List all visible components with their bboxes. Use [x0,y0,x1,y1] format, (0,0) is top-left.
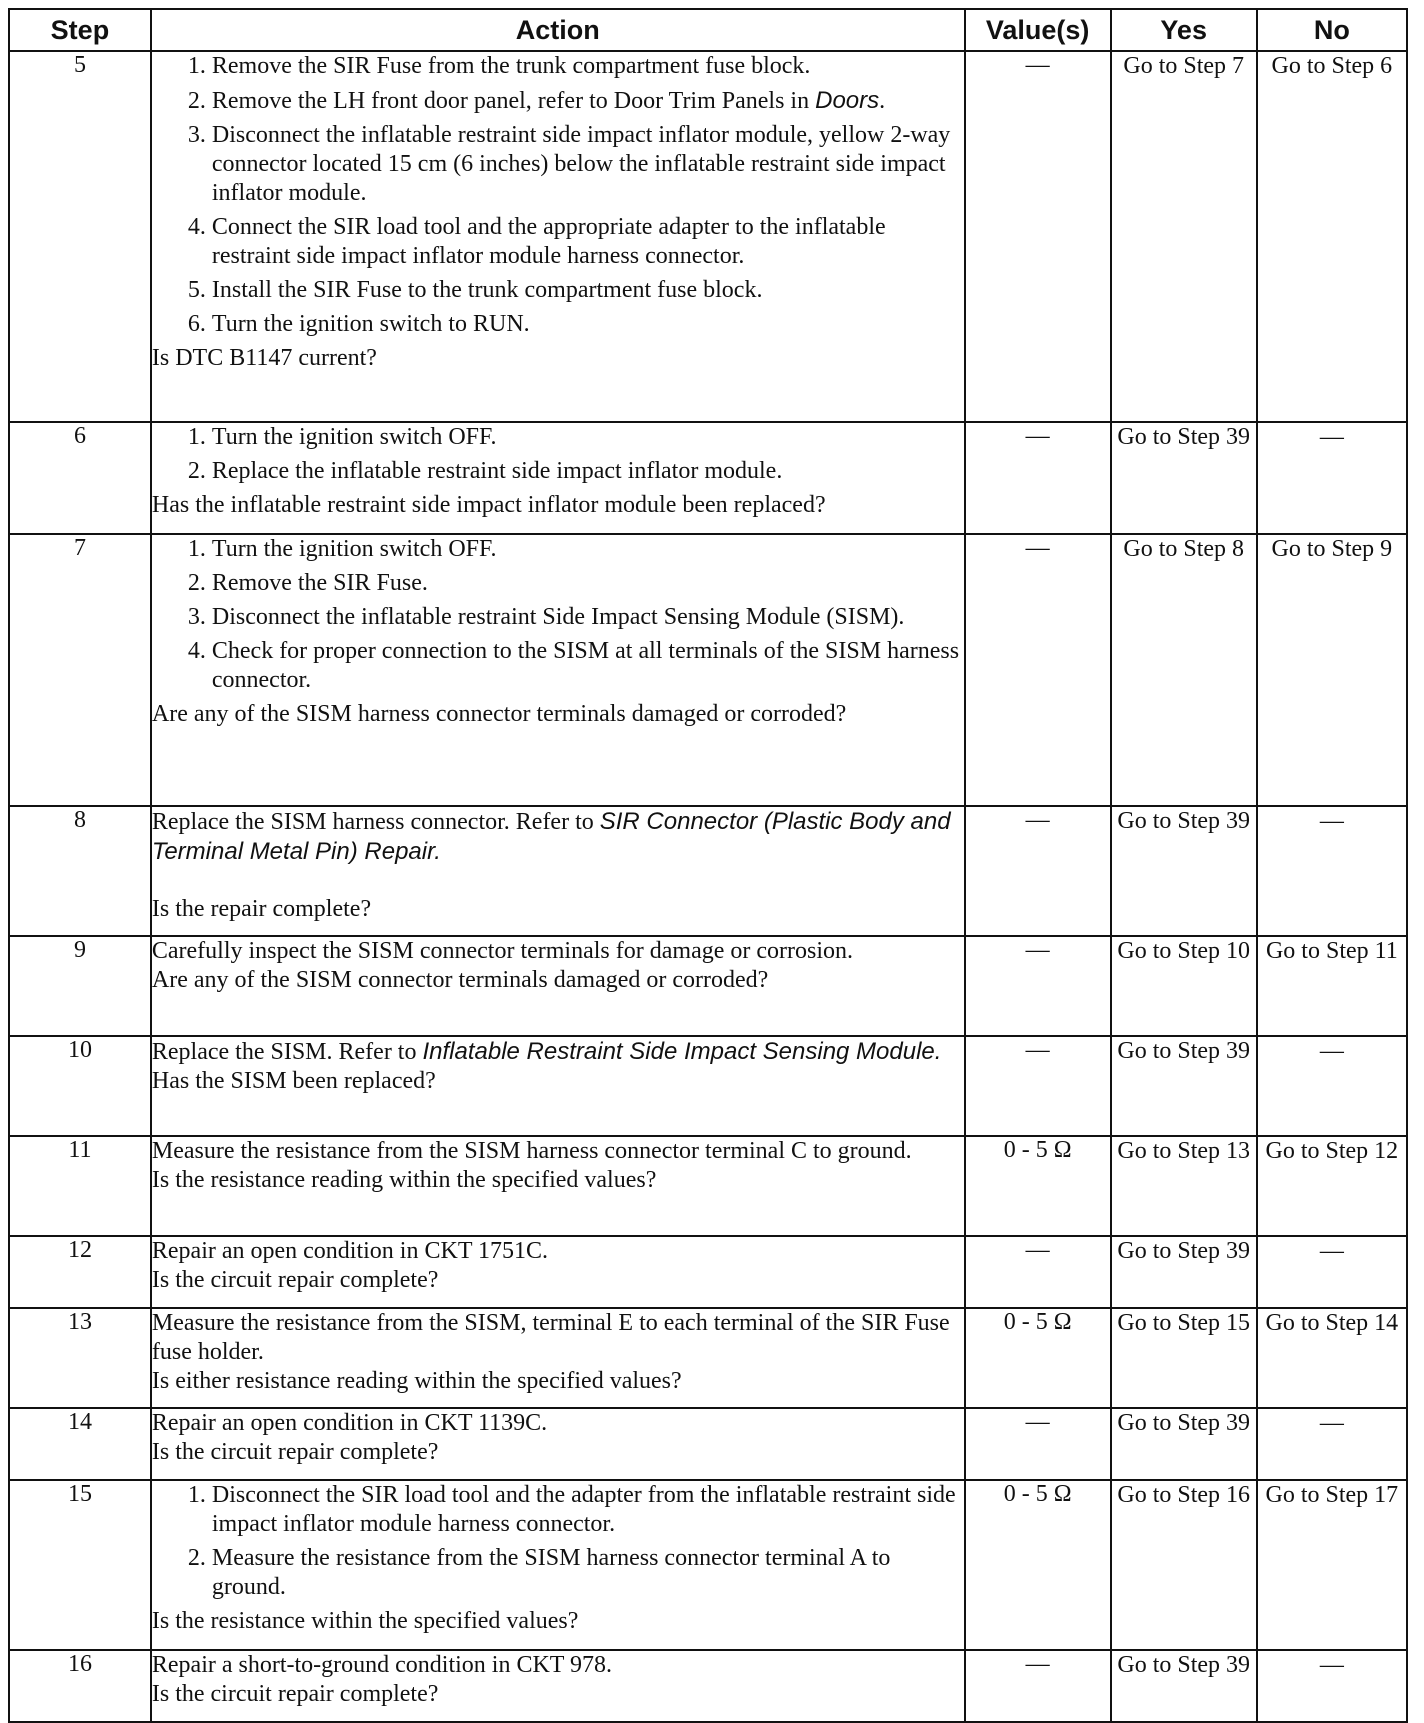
value-cell: 0 - 5 Ω [965,1480,1111,1650]
action-question: Are any of the SISM connector terminals damaged or corroded? [151,967,769,993]
action-question: Has the SISM been replaced? [151,1068,436,1094]
step-number: 5 [9,51,151,422]
action-question: Is the circuit repair complete? [151,1439,439,1465]
action-item: 2. Measure the resistance from the SISM harness connector terminal A to ground. [212,1544,964,1602]
no-cell: Go to Step 11 [1257,936,1407,1036]
action-cell [151,51,965,422]
action-item: 1. Remove the SIR Fuse from the trunk compartment fuse block. [212,52,964,81]
value-cell: — [965,1650,1111,1722]
no-cell: Go to Step 14 [1257,1308,1407,1408]
yes-cell: Go to Step 39 [1111,1650,1257,1722]
table-row [9,1480,1407,1650]
step-number: 10 [9,1036,151,1136]
value-cell: — [965,1036,1111,1136]
no-cell: Go to Step 6 [1257,51,1407,422]
action-question: Is the resistance reading within the specified values? [151,1167,657,1193]
yes-cell: Go to Step 39 [1111,1236,1257,1308]
action-cell [151,1480,965,1650]
yes-cell: Go to Step 39 [1111,1408,1257,1480]
no-cell: — [1257,1408,1407,1480]
header-action: Action [151,9,965,51]
step-number: 15 [9,1480,151,1650]
table-header-row [9,9,1407,51]
step-number: 14 [9,1408,151,1480]
action-question: Has the inflatable restraint side impact inflator module been replaced? [151,492,826,518]
reference-link[interactable]: SIR Connector (Plastic Body and Terminal Metal Pin) Repair. [151,808,951,865]
diagnostic-table-page [8,8,1408,1723]
value-cell: — [965,936,1111,1036]
step-number: 16 [9,1650,151,1722]
action-item: 1. Turn the ignition switch OFF. [212,535,964,564]
step-number: 11 [9,1136,151,1236]
action-cell: Repair a short-to-ground condition in CKT 978. Is the circuit repair complete? [151,1650,965,1722]
header-yes: Yes [1111,9,1257,51]
action-cell: Measure the resistance from the SISM harness connector terminal C to ground. Is the resistance reading within the specified values? [151,1136,965,1236]
yes-cell: Go to Step 39 [1111,1036,1257,1136]
action-item: 3. Disconnect the inflatable restraint Side Impact Sensing Module (SISM). [212,603,964,632]
no-cell: — [1257,1236,1407,1308]
yes-cell: Go to Step 10 [1111,936,1257,1036]
action-question: Is either resistance reading within the specified values? [151,1368,682,1394]
action-question: Is the resistance within the specified values? [151,1608,579,1634]
action-item: 1. Disconnect the SIR load tool and the adapter from the inflatable restraint side impact inflator module harness connector. [212,1481,964,1539]
table-row [9,936,1407,1036]
header-step: Step [9,9,151,51]
step-number: 7 [9,534,151,806]
no-cell: Go to Step 9 [1257,534,1407,806]
no-cell: — [1257,1036,1407,1136]
action-item: 3. Disconnect the inflatable restraint side impact inflator module, yellow 2-way connector located 15 cm (6 inches) below the inflatable restraint side impact inflator module. [212,121,964,208]
action-question: Is the circuit repair complete? [151,1267,439,1293]
table-row [9,534,1407,806]
yes-cell: Go to Step 15 [1111,1308,1257,1408]
action-list [152,535,964,695]
yes-cell: Go to Step 7 [1111,51,1257,422]
no-cell: — [1257,1650,1407,1722]
action-item: 2. Replace the inflatable restraint side impact inflator module. [212,457,964,486]
no-cell: — [1257,806,1407,936]
table-row [9,1308,1407,1408]
table-row [9,422,1407,534]
action-item: 1. Turn the ignition switch OFF. [212,423,964,452]
action-cell: Carefully inspect the SISM connector terminals for damage or corrosion. Are any of the SISM connector terminals damaged or corroded? [151,936,965,1036]
action-item: 4. Check for proper connection to the SISM at all terminals of the SISM harness connector. [212,637,964,695]
table-row [9,1236,1407,1308]
action-question: Is the repair complete? [151,896,372,922]
action-question: Is DTC B1147 current? [151,345,377,371]
step-number: 13 [9,1308,151,1408]
table-row [9,1136,1407,1236]
table-row [9,51,1407,422]
yes-cell: Go to Step 39 [1111,422,1257,534]
value-cell: — [965,1236,1111,1308]
table-row [9,1408,1407,1480]
header-values: Value(s) [965,9,1111,51]
action-item: 2. Remove the SIR Fuse. [212,569,964,598]
yes-cell: Go to Step 13 [1111,1136,1257,1236]
no-cell: Go to Step 17 [1257,1480,1407,1650]
action-item: 4. Connect the SIR load tool and the appropriate adapter to the inflatable restraint side impact inflator module harness connector. [212,213,964,271]
action-list [152,52,964,339]
no-cell: Go to Step 12 [1257,1136,1407,1236]
action-question: Is the circuit repair complete? [151,1681,439,1707]
value-cell: — [965,534,1111,806]
table-row [9,806,1407,936]
value-cell: — [965,51,1111,422]
action-item: 5. Install the SIR Fuse to the trunk compartment fuse block. [212,276,964,305]
table-row [9,1036,1407,1136]
action-list [152,423,964,486]
action-cell: Repair an open condition in CKT 1751C. Is the circuit repair complete? [151,1236,965,1308]
action-question: Are any of the SISM harness connector terminals damaged or corroded? [151,701,847,727]
value-cell: — [965,1408,1111,1480]
action-cell: Replace the SISM. Refer to Inflatable Restraint Side Impact Sensing Module. Has the SISM been replaced? [151,1036,965,1136]
value-cell: — [965,422,1111,534]
action-cell: Replace the SISM harness connector. Refer to SIR Connector (Plastic Body and Terminal Metal Pin) Repair. Is the repair complete? [151,806,965,936]
value-cell: 0 - 5 Ω [965,1308,1111,1408]
action-cell: Repair an open condition in CKT 1139C. Is the circuit repair complete? [151,1408,965,1480]
yes-cell: Go to Step 8 [1111,534,1257,806]
diagnostic-table [8,8,1408,1723]
action-item: 6. Turn the ignition switch to RUN. [212,310,964,339]
step-number: 12 [9,1236,151,1308]
value-cell: — [965,806,1111,936]
action-list [152,1481,964,1602]
no-cell: — [1257,422,1407,534]
header-no: No [1257,9,1407,51]
step-number: 8 [9,806,151,936]
action-cell: Measure the resistance from the SISM, terminal E to each terminal of the SIR Fuse fuse holder. Is either resistance reading within the specified values? [151,1308,965,1408]
action-cell [151,534,965,806]
step-number: 9 [9,936,151,1036]
action-item: 2. Remove the LH front door panel, refer to Door Trim Panels in Doors. [212,86,964,116]
step-number: 6 [9,422,151,534]
action-cell [151,422,965,534]
table-row [9,1650,1407,1722]
yes-cell: Go to Step 39 [1111,806,1257,936]
value-cell: 0 - 5 Ω [965,1136,1111,1236]
reference-link[interactable]: Inflatable Restraint Side Impact Sensing Module. [422,1038,942,1065]
yes-cell: Go to Step 16 [1111,1480,1257,1650]
reference-link[interactable]: Doors [815,87,880,114]
